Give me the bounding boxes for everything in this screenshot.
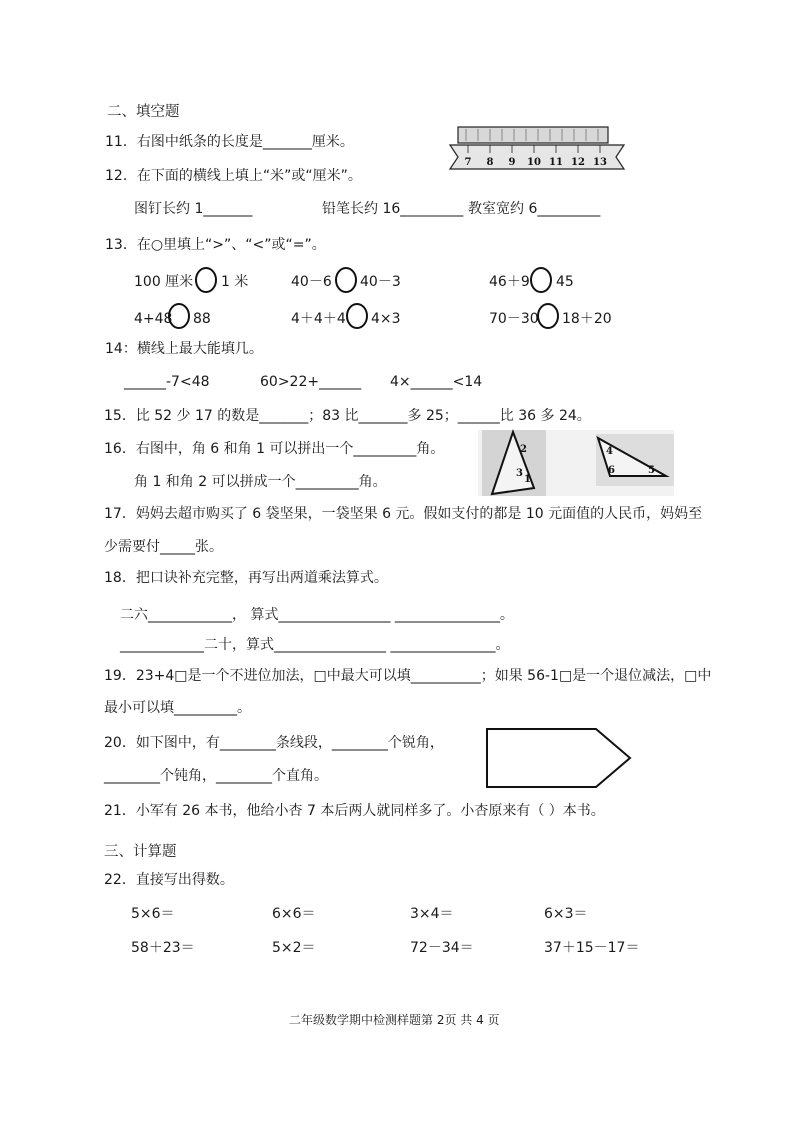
ruler-number: 7 xyxy=(464,157,472,168)
compare-left: 4+48 xyxy=(134,311,173,327)
angle-label: 2 xyxy=(520,444,527,455)
calc-item: 6×3＝ xyxy=(544,906,588,922)
q12-item-pin: 图钉长约 1_______ xyxy=(134,201,253,217)
triangles-figure xyxy=(478,428,676,498)
compare-left: 70－30 xyxy=(489,311,539,327)
compare-circle[interactable] xyxy=(536,302,560,330)
question-12: 12．在下面的横线上填上“米”或“厘米”。 xyxy=(105,168,362,184)
q18-line1: 二六____________， 算式________________ _______________。 xyxy=(120,607,514,623)
question-17-line1: 17．妈妈去超市购买了 6 袋坚果，一袋坚果 6 元。假如支付的都是 10 元面值的人民币，妈妈至 xyxy=(104,506,703,522)
question-16-line1: 16．右图中，角 6 和角 1 可以拼出一个_________角。 xyxy=(104,441,445,457)
compare-circle[interactable] xyxy=(167,302,191,330)
q14-item: 4×______<14 xyxy=(390,374,483,390)
angle-label: 6 xyxy=(608,465,615,476)
question-15: 15．比 52 少 17 的数是_______；83 比_______多 25；______比 36 多 24。 xyxy=(104,408,591,424)
page-footer: 二年级数学期中检测样题第 2页 共 4 页 xyxy=(289,1013,500,1027)
calc-item: 3×4＝ xyxy=(410,906,454,922)
ruler-number: 8 xyxy=(486,157,494,168)
question-20-line2: ________个钝角，________个直角。 xyxy=(104,768,328,784)
compare-left: 46＋9 xyxy=(489,274,530,290)
calc-item: 72－34＝ xyxy=(410,940,474,956)
calc-item: 37＋15－17＝ xyxy=(544,940,640,956)
ruler-number: 10 xyxy=(527,157,541,168)
calc-item: 5×2＝ xyxy=(272,940,316,956)
compare-right: 45 xyxy=(556,274,574,290)
compare-right: 18＋20 xyxy=(562,311,612,327)
compare-circle[interactable] xyxy=(194,266,218,294)
ruler-number: 12 xyxy=(571,157,585,168)
calc-item: 5×6＝ xyxy=(131,906,175,922)
question-16-line2: 角 1 和角 2 可以拼成一个_________角。 xyxy=(134,474,387,490)
compare-right: 4×3 xyxy=(371,311,401,327)
ruler-strip-figure xyxy=(448,125,628,175)
question-14: 14：横线上最大能填几。 xyxy=(105,341,263,357)
compare-left: 40－6 xyxy=(291,274,332,290)
angle-label: 4 xyxy=(606,446,613,457)
compare-circle[interactable] xyxy=(345,302,369,330)
pentagon-figure xyxy=(484,726,634,790)
q18-line2: ____________二十，算式________________ _______________。 xyxy=(120,637,510,653)
compare-right: 1 米 xyxy=(221,274,249,290)
question-18: 18．把口诀补充完整，再写出两道乘法算式。 xyxy=(104,570,388,586)
ruler-number: 9 xyxy=(508,157,516,168)
calc-item: 6×6＝ xyxy=(272,906,316,922)
question-20-line1: 20．如下图中，有________条线段，________个锐角， xyxy=(104,735,444,751)
question-17-line2: 少需要付_____张。 xyxy=(104,539,223,555)
section-title-calculation: 三、计算题 xyxy=(104,844,177,860)
compare-circle[interactable] xyxy=(334,266,358,294)
q14-item: ______-7<48 xyxy=(124,374,210,390)
angle-label: 5 xyxy=(648,465,655,476)
compare-right: 88 xyxy=(193,311,211,327)
q12-item-pencil: 铅笔长约 16_________ xyxy=(322,201,464,217)
calc-item: 58＋23＝ xyxy=(131,940,195,956)
compare-left: 4＋4＋4 xyxy=(291,311,346,327)
q14-item: 60>22+______ xyxy=(260,374,362,390)
ruler-number: 11 xyxy=(549,157,563,168)
question-21: 21．小军有 26 本书，他给小杏 7 本后两人就同样多了。小杏原来有（ ）本书。 xyxy=(104,803,605,819)
question-11: 11．右图中纸条的长度是_______厘米。 xyxy=(105,134,354,150)
angle-label: 1 xyxy=(524,474,531,485)
compare-right: 40－3 xyxy=(360,274,401,290)
compare-left: 100 厘米 xyxy=(134,274,194,290)
question-19-line2: 最小可以填_________。 xyxy=(104,700,251,716)
section-title-fill-in: 二、填空题 xyxy=(107,104,180,120)
question-13: 13．在○里填上“>”、“<”或“=”。 xyxy=(105,237,326,253)
q12-item-classroom: 教室宽约 6_________ xyxy=(468,201,601,217)
question-22: 22．直接写出得数。 xyxy=(104,872,234,888)
angle-label: 3 xyxy=(516,468,523,479)
compare-circle[interactable] xyxy=(529,266,553,294)
question-19-line1: 19．23+4□是一个不进位加法，□中最大可以填__________；如果 56-1□是一个退位减法，□中 xyxy=(104,668,712,684)
ruler-number: 13 xyxy=(593,157,607,168)
